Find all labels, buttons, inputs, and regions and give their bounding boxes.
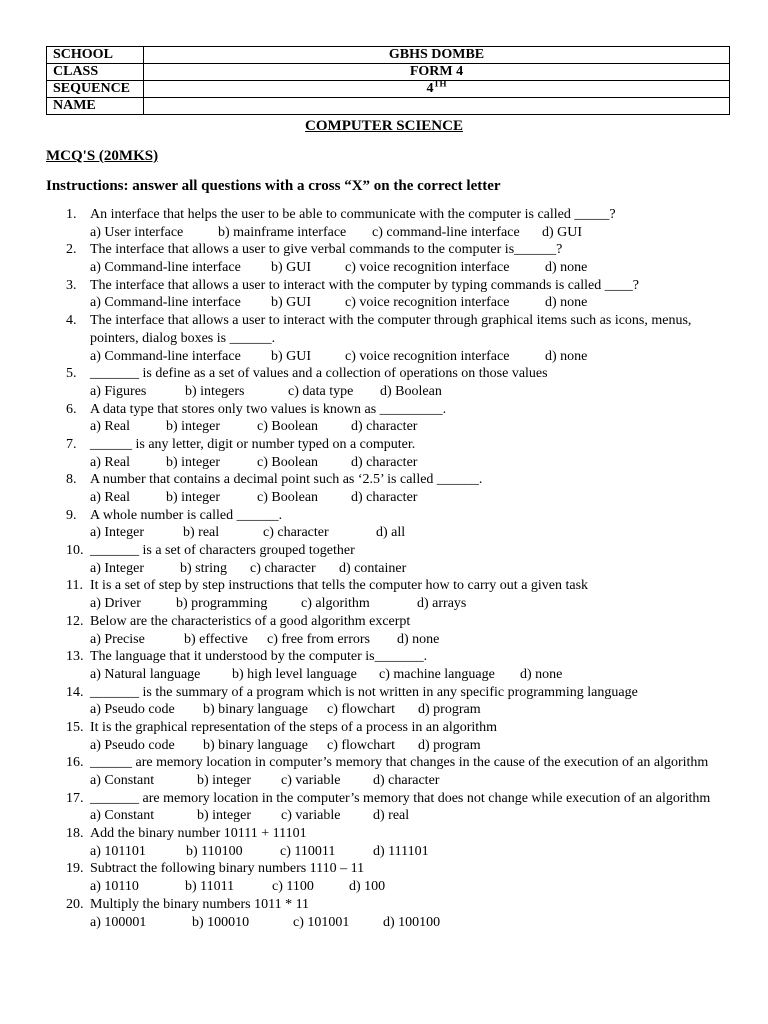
answer-option-d[interactable]: d) character <box>351 490 418 505</box>
question-line <box>0 330 768 348</box>
question-text: ______ is any letter, digit or number typed on a computer. <box>90 436 416 452</box>
question-text: _______ is a set of characters grouped together <box>90 543 355 559</box>
question-text: The language that it understood by the computer is_______. <box>90 649 428 665</box>
answer-options <box>0 914 768 932</box>
question-11 <box>0 577 768 612</box>
question-line <box>0 542 768 560</box>
question-text: An interface that helps the user to be able to communicate with the computer is called _____? <box>90 207 616 222</box>
answer-option-b[interactable]: b) integer <box>166 454 221 470</box>
answer-option-c[interactable]: c) variable <box>281 773 341 788</box>
question-text: _______ are memory location in the computer’s memory that does not change while execution of an algorithm <box>90 790 711 806</box>
sequence-row <box>47 81 730 98</box>
answer-options <box>0 383 768 401</box>
sequence-number: 4 <box>426 81 434 96</box>
answer-option-c[interactable]: c) Boolean <box>257 419 319 435</box>
answer-option-a[interactable]: a) Natural language <box>90 666 201 682</box>
answer-option-b[interactable]: b) integer <box>197 808 252 824</box>
question-text: The interface that allows a user to give verbal commands to the computer is______? <box>90 242 563 258</box>
question-number: 6. <box>66 401 77 417</box>
answer-options <box>0 772 768 790</box>
question-number: 16. <box>66 755 84 771</box>
answer-option-d[interactable]: d) all <box>376 525 406 541</box>
question-line <box>0 613 768 631</box>
question-17 <box>0 790 768 825</box>
question-number: 18. <box>66 826 84 842</box>
answer-option-b[interactable]: b) binary language <box>203 737 308 753</box>
name-field[interactable] <box>144 98 730 115</box>
answer-option-d[interactable]: d) 100100 <box>383 914 441 930</box>
question-5 <box>0 365 768 400</box>
question-1 <box>0 206 768 241</box>
answer-option-d[interactable]: d) character <box>373 773 440 788</box>
question-12 <box>0 613 768 648</box>
question-4 <box>0 312 768 365</box>
answer-option-a[interactable]: a) Pseudo code <box>90 737 175 753</box>
answer-options <box>0 454 768 472</box>
answer-options <box>0 348 768 366</box>
question-19 <box>0 860 768 895</box>
class-row <box>47 64 730 81</box>
question-number: 20. <box>66 896 84 912</box>
question-line <box>0 825 768 843</box>
answer-option-b[interactable]: b) integer <box>197 773 252 788</box>
school-value: GBHS DOMBE <box>144 47 730 64</box>
question-line <box>0 206 768 224</box>
question-16 <box>0 754 768 789</box>
answer-option-a[interactable]: a) Precise <box>90 631 145 647</box>
answer-options <box>0 631 768 649</box>
answer-option-b[interactable]: b) effective <box>184 631 248 647</box>
answer-option-b[interactable]: b) GUI <box>271 348 312 364</box>
answer-option-d[interactable]: d) Boolean <box>380 383 442 399</box>
answer-option-c[interactable]: c) data type <box>288 383 354 399</box>
answer-option-b[interactable]: b) 11011 <box>185 879 235 895</box>
question-text: A data type that stores only two values is known as _________. <box>90 401 447 417</box>
answer-option-c[interactable]: c) free from errors <box>267 631 370 647</box>
question-8 <box>0 471 768 506</box>
answer-option-b[interactable]: b) 100010 <box>192 914 250 930</box>
question-number: 5. <box>66 366 77 382</box>
answer-options <box>0 807 768 825</box>
school-row <box>47 47 730 64</box>
answer-options <box>0 878 768 896</box>
answer-option-d[interactable]: d) none <box>545 295 588 311</box>
answer-option-a[interactable]: a) Figures <box>90 383 147 399</box>
answer-option-b[interactable]: b) integers <box>185 383 245 399</box>
answer-option-b[interactable]: b) programming <box>176 596 268 612</box>
answer-option-d[interactable]: d) none <box>397 631 440 647</box>
school-label: SCHOOL <box>47 47 144 64</box>
question-text: pointers, dialog boxes is ______. <box>90 330 276 346</box>
question-line <box>0 471 768 489</box>
question-18 <box>0 825 768 860</box>
answer-option-c[interactable]: c) character <box>250 560 316 576</box>
question-line <box>0 719 768 737</box>
answer-options <box>0 294 768 312</box>
question-text: Subtract the following binary numbers 1110 – 11 <box>90 861 365 877</box>
answer-option-b[interactable]: b) integer <box>166 419 221 435</box>
answer-option-c[interactable]: c) voice recognition interface <box>345 260 510 276</box>
question-number: 1. <box>66 207 77 222</box>
answer-option-c[interactable]: c) 101001 <box>293 914 350 930</box>
question-line <box>0 896 768 914</box>
question-text: The interface that allows a user to interact with the computer through graphical items such as icons, menus, <box>90 313 692 329</box>
answer-option-c[interactable]: c) Boolean <box>257 454 319 470</box>
answer-option-a[interactable]: a) 10110 <box>90 879 139 895</box>
question-line <box>0 577 768 595</box>
answer-option-b[interactable]: b) binary language <box>203 702 308 718</box>
answer-option-a[interactable]: a) 101101 <box>90 843 146 859</box>
answer-option-b[interactable]: b) string <box>180 560 228 576</box>
answer-option-d[interactable]: d) GUI <box>542 224 583 240</box>
question-6 <box>0 401 768 436</box>
question-text: ______ are memory location in computer’s memory that changes in the cause of the execution of an algorithm <box>90 755 709 771</box>
answer-option-c[interactable]: c) 1100 <box>272 879 314 895</box>
answer-option-c[interactable]: c) flowchart <box>327 737 396 753</box>
answer-options <box>0 737 768 755</box>
question-text: _______ is define as a set of values and a collection of operations on those values <box>90 366 548 382</box>
answer-option-d[interactable]: d) 111101 <box>373 843 429 859</box>
answer-options <box>0 666 768 684</box>
name-label: NAME <box>47 98 144 115</box>
question-9 <box>0 507 768 542</box>
answer-option-a[interactable]: a) Real <box>90 419 131 435</box>
answer-option-c[interactable]: c) machine language <box>379 666 495 682</box>
subject-title: COMPUTER SCIENCE <box>305 118 463 134</box>
question-3 <box>0 277 768 312</box>
answer-options <box>0 418 768 436</box>
question-text: A number that contains a decimal point such as ‘2.5’ is called ______. <box>90 472 483 488</box>
question-list <box>0 206 768 931</box>
question-line <box>0 507 768 525</box>
name-row <box>47 98 730 115</box>
answer-options <box>0 560 768 578</box>
question-line <box>0 365 768 383</box>
class-value: FORM 4 <box>144 64 730 81</box>
question-text: The interface that allows a user to interact with the computer by typing commands is called ____? <box>90 277 639 293</box>
answer-option-a[interactable]: a) Command-line interface <box>90 260 241 276</box>
question-line <box>0 754 768 772</box>
sequence-label: SEQUENCE <box>47 81 144 98</box>
answer-option-b[interactable]: b) integer <box>166 490 221 505</box>
question-number: 8. <box>66 472 77 488</box>
section-title: MCQ'S (20MKS) <box>46 148 159 164</box>
question-text: It is a set of step by step instructions that tells the computer how to carry out a given task <box>90 578 589 594</box>
answer-option-c[interactable]: c) voice recognition interface <box>345 348 510 364</box>
answer-option-d[interactable]: d) none <box>520 666 563 682</box>
answer-option-b[interactable]: b) high level language <box>232 666 357 682</box>
question-7 <box>0 436 768 471</box>
answer-option-b[interactable]: b) GUI <box>271 295 312 311</box>
answer-option-c[interactable]: c) command-line interface <box>372 224 520 240</box>
answer-option-d[interactable]: d) program <box>418 702 481 718</box>
answer-option-d[interactable]: d) real <box>373 808 410 824</box>
question-number: 4. <box>66 313 77 329</box>
answer-options <box>0 595 768 613</box>
question-2 <box>0 241 768 276</box>
question-13 <box>0 648 768 683</box>
question-line <box>0 648 768 666</box>
answer-option-a[interactable]: a) Integer <box>90 560 145 576</box>
sequence-value <box>144 78 730 98</box>
question-line <box>0 401 768 419</box>
class-label: CLASS <box>47 64 144 81</box>
answer-option-b[interactable]: b) real <box>183 525 220 541</box>
question-line <box>0 684 768 702</box>
answer-options <box>0 259 768 277</box>
question-line <box>0 790 768 808</box>
answer-option-a[interactable]: a) Integer <box>90 525 145 541</box>
question-line <box>0 436 768 454</box>
answer-option-a[interactable]: a) 100001 <box>90 914 147 930</box>
question-number: 14. <box>66 684 84 700</box>
answer-option-c[interactable]: c) 110011 <box>280 843 336 859</box>
answer-option-c[interactable]: c) Boolean <box>257 490 319 505</box>
question-number: 13. <box>66 649 84 665</box>
student-info-table <box>46 46 730 115</box>
instructions: Instructions: answer all questions with a cross “X” on the correct letter <box>46 178 501 194</box>
answer-option-a[interactable]: a) Command-line interface <box>90 348 241 364</box>
question-number: 9. <box>66 507 77 523</box>
question-text: Multiply the binary numbers 1011 * 11 <box>90 896 310 912</box>
answer-option-d[interactable]: d) arrays <box>417 596 467 612</box>
answer-option-b[interactable]: b) 110100 <box>186 843 243 859</box>
question-number: 19. <box>66 861 84 877</box>
answer-option-d[interactable]: d) container <box>339 560 407 576</box>
answer-option-a[interactable]: a) Command-line interface <box>90 295 241 311</box>
answer-option-d[interactable]: d) program <box>418 737 481 753</box>
question-number: 15. <box>66 719 84 735</box>
question-10 <box>0 542 768 577</box>
answer-option-a[interactable]: a) User interface <box>90 224 184 240</box>
answer-options <box>0 701 768 719</box>
question-number: 17. <box>66 790 84 806</box>
answer-option-c[interactable]: c) voice recognition interface <box>345 295 510 311</box>
answer-option-b[interactable]: b) mainframe interface <box>218 224 347 240</box>
question-line <box>0 312 768 330</box>
answer-options <box>0 224 768 242</box>
question-text: Below are the characteristics of a good algorithm excerpt <box>90 613 411 629</box>
question-line <box>0 860 768 878</box>
answer-option-a[interactable]: a) Real <box>90 490 131 505</box>
answer-option-d[interactable]: d) none <box>545 348 588 364</box>
question-text: It is the graphical representation of the steps of a process in an algorithm <box>90 719 498 735</box>
answer-options <box>0 524 768 542</box>
answer-option-d[interactable]: d) 100 <box>349 879 386 895</box>
question-number: 10. <box>66 543 84 559</box>
question-text: A whole number is called ______. <box>90 507 283 523</box>
question-line <box>0 277 768 295</box>
answer-option-c[interactable]: c) variable <box>281 808 341 824</box>
question-text: Add the binary number 10111 + 11101 <box>90 826 307 842</box>
question-15 <box>0 719 768 754</box>
question-20 <box>0 896 768 931</box>
answer-option-c[interactable]: c) flowchart <box>327 702 396 718</box>
answer-option-c[interactable]: c) algorithm <box>301 596 370 612</box>
answer-option-a[interactable]: a) Constant <box>90 773 155 788</box>
answer-option-a[interactable]: a) Pseudo code <box>90 702 175 718</box>
question-number: 7. <box>66 436 77 452</box>
question-text: _______ is the summary of a program which is not written in any specific programming language <box>90 684 638 700</box>
answer-options <box>0 489 768 507</box>
answer-option-d[interactable]: d) none <box>545 260 588 276</box>
answer-option-c[interactable]: c) character <box>263 525 329 541</box>
answer-options <box>0 843 768 861</box>
sequence-suffix: TH <box>433 78 447 89</box>
question-number: 12. <box>66 613 84 629</box>
answer-option-d[interactable]: d) character <box>351 454 418 470</box>
answer-option-a[interactable]: a) Constant <box>90 808 155 824</box>
answer-option-a[interactable]: a) Real <box>90 454 131 470</box>
question-number: 2. <box>66 242 77 258</box>
question-line <box>0 241 768 259</box>
question-number: 3. <box>66 277 77 293</box>
question-14 <box>0 684 768 719</box>
answer-option-a[interactable]: a) Driver <box>90 596 141 612</box>
answer-option-d[interactable]: d) character <box>351 419 418 435</box>
question-number: 11. <box>66 578 83 594</box>
answer-option-b[interactable]: b) GUI <box>271 260 312 276</box>
